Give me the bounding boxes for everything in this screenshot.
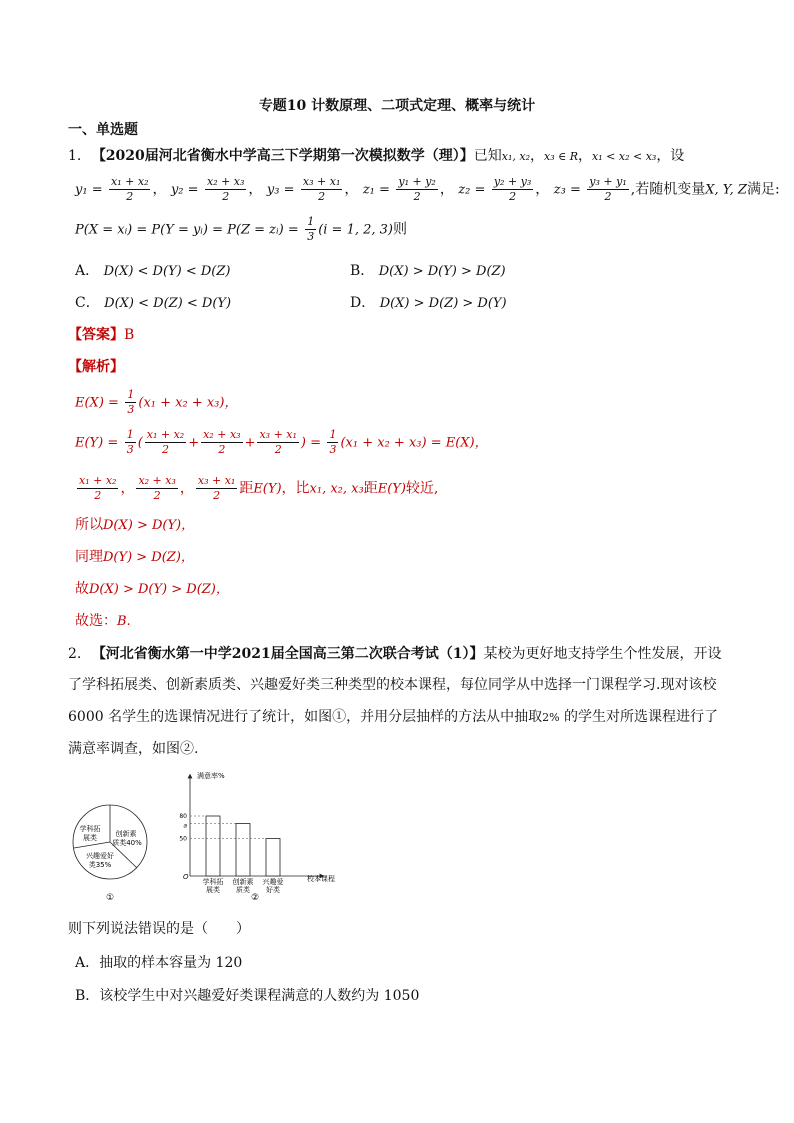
y1-frac: $\frac{\text{x₁ + x₂}}{2}$ [111, 175, 149, 203]
q1-x12: x₁, x₂ [501, 150, 531, 163]
z1-frac: $\frac{\text{y₁ + y₂}}{2}$ [398, 175, 436, 203]
x-axis-label: 校本课程 [307, 875, 335, 883]
q1-satisfy: 满足: [746, 181, 780, 198]
analysis-ex: E(X) = $\frac{1}{3}$ (x₁ + x₂ + x₃)， [75, 388, 238, 416]
q1-then: 则 [393, 221, 407, 238]
q1-analysis-label: 【解析】 [68, 359, 124, 375]
pie-figure [70, 800, 160, 908]
bar-1 [236, 824, 250, 877]
y-tick-label-2: 50 [179, 835, 187, 843]
bar-2 [266, 839, 280, 877]
y3-frac: $\frac{\text{x₃ + x₁}}{2}$ [302, 175, 341, 203]
prob-index: (i = 1, 2, 3) [318, 222, 393, 238]
q1-prob-line [75, 215, 407, 244]
q2-stem-line3: 6000 名学生的选课情况进行了统计，如图①，并用分层抽样的方法从中抽取2% 的学生对所选课程进行了 [68, 709, 718, 725]
q1-comma2: ， [578, 148, 593, 164]
category-label-1-1: 质类 [236, 886, 250, 894]
z1-label: z₁ = [362, 182, 390, 198]
q1-stem-text-b: ，设 [656, 148, 685, 164]
q1-defs-line: y₁ = $\frac{\text{x₁ + x₂}}{2}$ ， y₂ = $\frac{\text{x₂ + x₃}}{2}$ ， y₃ = $\frac{\text{x₃ + x₁}}{2}$ ， z₁ = $\frac{\text{y₁ + y₂}}{2}$ ， z₂ = $\frac{\text{y₂ + y₃}}{2}$ ， z₃ = $\frac{\text{y₃ + y₁}}{2}$ ,若随机变量X, Y, Z满足: [75, 175, 780, 203]
category-label-0-0: 学科拓 [202, 878, 224, 886]
q1-option-d[interactable]: D． D(X) > D(Z) > D(Y) [350, 295, 507, 311]
category-label-2-1: 好类 [266, 886, 280, 894]
q2-number: 2. [68, 646, 82, 662]
pie-label-innov-1: 创新素 [115, 830, 137, 838]
bar-caption: ② [250, 893, 260, 903]
q2-stem-line1 [68, 643, 722, 663]
q2-source: 【河北省衡水第一中学2021届全国高三第二次联合考试（1）】 [91, 646, 484, 662]
q1-stem-line [68, 145, 684, 165]
bar-chart [170, 768, 340, 908]
z3-frac: $\frac{\text{y₃ + y₁}}{2}$ [589, 175, 627, 203]
y2-frac: $\frac{\text{x₂ + x₃}}{2}$ [206, 175, 245, 203]
pie-caption: ① [105, 893, 115, 903]
q1-comma: ， [530, 148, 545, 164]
one-third-frac: $\frac{1}{3}$ [307, 215, 315, 243]
q1-source: 【2020届河北省衡水中学高三下学期第一次模拟数学（理）】 [91, 148, 474, 164]
pie-label-innov-2: 质类40% [112, 839, 142, 847]
q1-stem-text: 已知 [473, 148, 502, 164]
document-title: 专题10 计数原理、二项式定理、概率与统计 [258, 98, 536, 114]
y1-label: y₁ = [75, 182, 103, 198]
q1-xyz: X, Y, Z [705, 182, 747, 198]
analysis-same: 同理D(Y) > D(Z)， [75, 549, 194, 565]
analysis-thus: 故D(X) > D(Y) > D(Z)， [75, 581, 229, 597]
analysis-nearness: $\frac{\text{x₁ + x₂}}{2}$ ， $\frac{\text{x₂ + x₃}}{2}$ ， $\frac{\text{x₃ + x₁}}{2}$ 距E(Y)，比x₁, x₂, x₃距E(Y)较近, [79, 474, 439, 502]
category-label-0-1: 展类 [206, 886, 220, 894]
q2-text-1: 某校为更好地支持学生个性发展，开设 [483, 646, 722, 662]
q2-question: 则下列说法错误的是（ ） [68, 921, 250, 937]
y2-label: y₂ = [170, 182, 199, 198]
q1-option-b[interactable]: B． D(X) > D(Y) > D(Z) [350, 263, 506, 279]
q1-option-a[interactable]: A． D(X) < D(Y) < D(Z) [75, 263, 231, 279]
q1-answer: 【答案】B [68, 327, 135, 343]
analysis-so: 所以D(X) > D(Y)， [75, 517, 195, 533]
q1-number: 1. [68, 148, 82, 164]
q1-x3: x₃ ∈ R [544, 150, 579, 163]
q2-stem-line2: 了学科拓展类、创新素质类、兴趣爱好类三种类型的校本课程，每位同学从中选择一门课程学习.现对该校 [68, 677, 717, 693]
pie-label-hobby-1: 兴趣爱好 [86, 852, 114, 860]
pie-label-science-1: 学科拓 [79, 825, 101, 833]
pie-label-science-2: 展类 [83, 834, 97, 842]
q2-option-b[interactable]: B．该校学生中对兴趣爱好类课程满意的人数约为 1050 [75, 988, 420, 1004]
z2-label: z₂ = [458, 182, 486, 198]
origin-label: O [183, 873, 189, 881]
section-heading: 一、单选题 [68, 122, 138, 138]
q1-random-var-text: 若随机变量 [635, 181, 706, 198]
analysis-ey: E(Y) = $\frac{1}{3}$ ( $\frac{\text{x₁ + x₂}}{2}$ + $\frac{\text{x₂ + x₃}}{2}$ + $\frac{\text{x₃ + x₁}}{2}$ ) = $\frac{1}{3}$ (x₁ + x₂ + x₃) = E(X)， [75, 428, 488, 456]
y-axis-label: 满意率% [197, 772, 225, 780]
category-label-2-0: 兴趣爱 [262, 878, 284, 886]
category-label-1-0: 创新素 [232, 878, 254, 886]
q1-order: x₁ < x₂ < x₃ [592, 150, 657, 163]
z2-frac: $\frac{\text{y₂ + y₃}}{2}$ [493, 175, 532, 203]
z3-label: z₃ = [553, 182, 581, 198]
y-tick-label-1: a [183, 822, 187, 830]
y3-label: y₃ = [266, 182, 295, 198]
q1-option-c[interactable]: C． D(X) < D(Z) < D(Y) [75, 295, 232, 311]
q2-option-a[interactable]: A．抽取的样本容量为 120 [75, 955, 243, 971]
bar-0 [206, 816, 220, 876]
pie-label-hobby-2: 类35% [88, 861, 112, 869]
y-tick-label-0: 80 [179, 813, 187, 820]
prob-equation: P(X = xᵢ) = P(Y = yᵢ) = P(Z = zᵢ) = [75, 222, 299, 238]
q2-stem-line4: 满意率调查，如图②. [68, 741, 199, 757]
analysis-choose: 故选：B. [75, 613, 131, 629]
